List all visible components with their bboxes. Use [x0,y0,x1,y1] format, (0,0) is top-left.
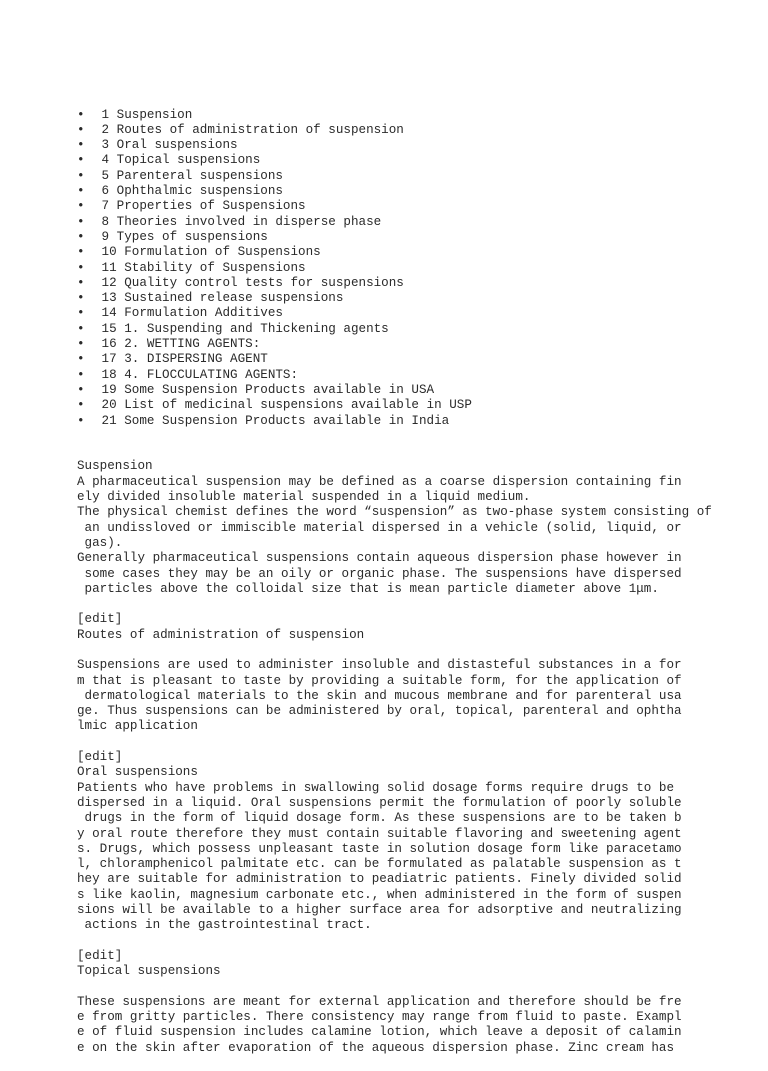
text-line: A pharmaceutical suspension may be defined as a coarse dispersion containing fin [77,474,682,489]
bullet-icon: • [77,352,85,367]
toc-item[interactable] [77,414,757,429]
text-line: dermatological materials to the skin and mucous membrane and for parenteral usa [77,688,682,703]
bullet-icon: • [77,153,85,168]
toc-item[interactable] [77,261,757,276]
text-line: drugs in the form of liquid dosage form. As these suspensions are to be taken b [77,811,682,826]
text-line [77,735,757,750]
toc-item-label: 4 Topical suspensions [94,153,261,168]
toc-item[interactable] [77,337,757,352]
text-line: e of fluid suspension includes calamine lotion, which leave a deposit of calamin [77,1025,682,1040]
text-line: Generally pharmaceutical suspensions contain aqueous dispersion phase however in [77,551,682,566]
bullet-icon: • [77,337,85,352]
text-line: actions in the gastrointestinal tract. [77,918,372,933]
toc-item-label: 13 Sustained release suspensions [94,291,344,306]
text-line: Oral suspensions [77,765,198,780]
text-line: s like kaolin, magnesium carbonate etc., when administered in the form of suspen [77,887,682,902]
toc-item[interactable] [77,322,757,337]
text-line: particles above the colloidal size that is mean particle diameter above 1μm. [77,581,659,596]
toc-item[interactable] [77,184,757,199]
text-line: dispersed in a liquid. Oral suspensions permit the formulation of poorly soluble [77,795,682,810]
toc-item[interactable] [77,169,757,184]
toc-item-label: 6 Ophthalmic suspensions [94,184,283,199]
edit-link[interactable]: [edit] [77,612,123,627]
toc-item-label: 16 2. WETTING AGENTS: [94,337,261,352]
toc-item-label: 5 Parenteral suspensions [94,168,283,183]
toc-item-label: 20 List of medicinal suspensions available in USP [94,398,472,413]
text-line: some cases they may be an oily or organic phase. The suspensions have dispersed [77,566,682,581]
toc-item-label: 18 4. FLOCCULATING AGENTS: [94,367,299,382]
toc-item[interactable] [77,138,757,153]
toc-item[interactable] [77,108,757,123]
bullet-icon: • [77,275,85,290]
text-line: lmic application [77,719,198,734]
text-line: ely divided insoluble material suspended in a liquid medium. [77,490,531,505]
bullet-icon: • [77,413,85,428]
table-of-contents [77,108,757,429]
text-line: Patients who have problems in swallowing solid dosage forms require drugs to be [77,780,675,795]
text-line: sions will be available to a higher surface area for adsorptive and neutralizing [77,903,682,918]
toc-item-label: 9 Types of suspensions [94,229,268,244]
toc-item-label: 12 Quality control tests for suspensions [94,275,404,290]
bullet-icon: • [77,291,85,306]
text-line [77,934,757,949]
text-line [77,980,757,995]
toc-item-label: 17 3. DISPERSING AGENT [94,352,268,367]
toc-item[interactable] [77,230,757,245]
toc-item-label: 7 Properties of Suspensions [94,199,306,214]
text-line: hey are suitable for administration to peadiatric patients. Finely divided solid [77,872,682,887]
toc-item-label: 3 Oral suspensions [94,138,238,153]
text-line: e from gritty particles. There consistency may range from fluid to paste. Exampl [77,1010,682,1025]
bullet-icon: • [77,398,85,413]
toc-item-label: 14 Formulation Additives [94,306,283,321]
edit-link[interactable]: [edit] [77,948,123,963]
toc-item-label: 11 Stability of Suspensions [94,260,306,275]
toc-item[interactable] [77,153,757,168]
document-page [77,77,757,1071]
toc-item-label: 10 Formulation of Suspensions [94,245,321,260]
toc-item[interactable] [77,368,757,383]
text-line: m that is pleasant to taste by providing a suitable form, for the application of [77,673,682,688]
toc-item[interactable] [77,291,757,306]
toc-item-label: 1 Suspension [94,107,193,122]
bullet-icon: • [77,260,85,275]
edit-link[interactable]: [edit] [77,750,123,765]
toc-item[interactable] [77,215,757,230]
toc-item[interactable] [77,306,757,321]
text-line: an undissloved or immiscible material dispersed in a vehicle (solid, liquid, or [77,520,682,535]
text-line [77,643,757,658]
bullet-icon: • [77,245,85,260]
bullet-icon: • [77,306,85,321]
bullet-icon: • [77,382,85,397]
bullet-icon: • [77,107,85,122]
text-line: y oral route therefore they must contain suitable flavoring and sweetening agent [77,826,682,841]
bullet-icon: • [77,168,85,183]
text-line: Routes of administration of suspension [77,627,365,642]
text-line: These suspensions are meant for external application and therefore should be fre [77,994,682,1009]
toc-item-label: 2 Routes of administration of suspension [94,122,404,137]
bullet-icon: • [77,229,85,244]
text-line [77,597,757,612]
bullet-icon: • [77,122,85,137]
toc-item-label: 15 1. Suspending and Thickening agents [94,321,389,336]
toc-item[interactable] [77,398,757,413]
toc-item-label: 19 Some Suspension Products available in USA [94,382,435,397]
toc-item-label: 21 Some Suspension Products available in India [94,413,450,428]
text-line: Suspension [77,459,153,474]
text-line: gas). [77,535,123,550]
bullet-icon: • [77,199,85,214]
toc-item[interactable] [77,276,757,291]
bullet-icon: • [77,367,85,382]
toc-item[interactable] [77,199,757,214]
text-line: ge. Thus suspensions can be administered by oral, topical, parenteral and ophtha [77,704,682,719]
text-line: l, chloramphenicol palmitate etc. can be formulated as palatable suspension as t [77,857,682,872]
text-line: Topical suspensions [77,964,221,979]
bullet-icon: • [77,138,85,153]
text-line: Suspensions are used to administer insoluble and distasteful substances in a for [77,658,682,673]
document-body [77,459,757,1056]
text-line: The physical chemist defines the word “suspension” as two-phase system consisting of [77,505,712,520]
toc-item-label: 8 Theories involved in disperse phase [94,214,382,229]
text-line: e on the skin after evaporation of the aqueous dispersion phase. Zinc cream has [77,1040,675,1055]
toc-item[interactable] [77,383,757,398]
text-line: s. Drugs, which possess unpleasant taste in solution dosage form like paracetamo [77,841,682,856]
toc-item[interactable] [77,352,757,367]
toc-item[interactable] [77,123,757,138]
bullet-icon: • [77,321,85,336]
bullet-icon: • [77,214,85,229]
toc-item[interactable] [77,245,757,260]
bullet-icon: • [77,184,85,199]
